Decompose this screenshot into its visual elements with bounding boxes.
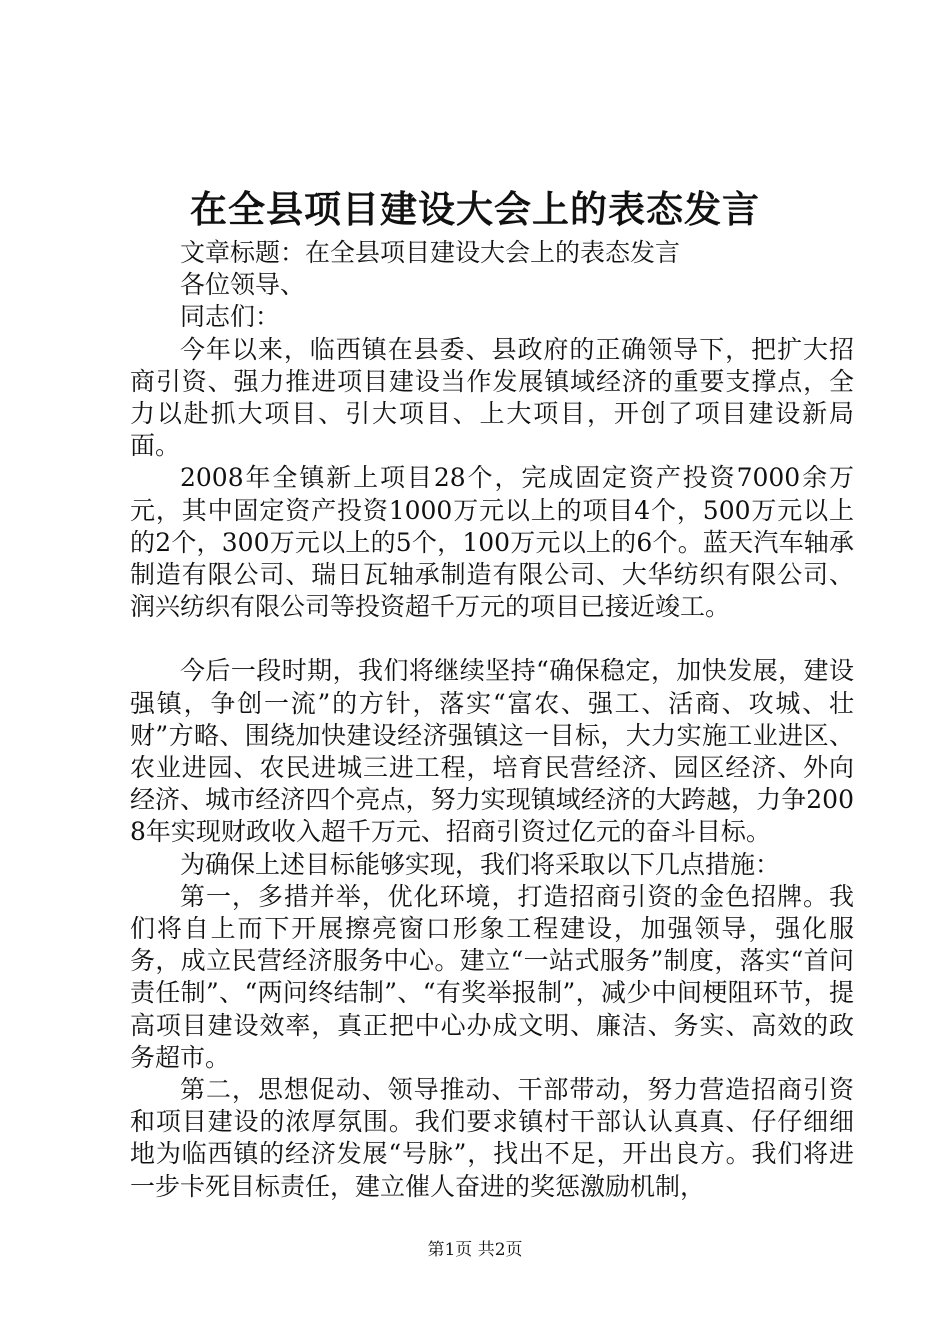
- document-title: 在全县项目建设大会上的表态发言: [190, 187, 760, 231]
- paragraph-future-plan: 今后一段时期，我们将继续坚持“确保稳定，加快发展，建设强镇，争创一流”的方针，落实“富农、强工、活商、攻城、壮财”方略、围绕加快建设经济强镇这一目标，大力实施工业进区、农业进园、农民进城三进工程，培育民营经济、园区经济、外向经济、城市经济四个亮点，努力实现镇域经济的大跨越，力争2008年实现财政收入超千万元、招商引资过亿元的奋斗目标。: [130, 656, 854, 847]
- paragraph-measure-two: 第二，思想促动、领导推动、干部带动，努力营造招商引资和项目建设的浓厚氛围。我们要求镇村干部认认真真、仔仔细细地为临西镇的经济发展“号脉”，找出不足，开出良方。我们将进一步卡死目标责任，建立催人奋进的奖惩激励机制，: [130, 1075, 854, 1201]
- paragraph-article-title: 文章标题：在全县项目建设大会上的表态发言: [180, 238, 681, 267]
- paragraph-intro: 今年以来，临西镇在县委、县政府的正确领导下，把扩大招商引资、强力推进项目建设当作发展镇域经济的重要支撑点，全力以赴抓大项目、引大项目、上大项目，开创了项目建设新局面。: [130, 334, 854, 461]
- paragraph-measures-intro: 为确保上述目标能够实现，我们将采取以下几点措施：: [180, 849, 781, 879]
- document-body: [130, 237, 854, 1203]
- paragraph-2008-results: 2008年全镇新上项目28个，完成固定资产投资7000余万元，其中固定资产投资1000万元以上的项目4个，500万元以上的2个，300万元以上的5个，100万元以上的6个。蓝天汽车轴承制造有限公司、瑞日瓦轴承制造有限公司、大华纺织有限公司、润兴纺织有限公司等投资超千万元的项目已接近竣工。: [130, 463, 854, 622]
- paragraph-salutation-leaders: 各位领导、: [180, 270, 306, 300]
- paragraph-salutation-comrades: 同志们：: [180, 302, 281, 332]
- paragraph-measure-one: 第一，多措并举，优化环境，打造招商引资的金色招牌。我们将自上而下开展擦亮窗口形象工程建设，加强领导，强化服务，成立民营经济服务中心。建立“一站式服务”制度，落实“首问责任制”、“两问终结制”、“有奖举报制”，减少中间梗阻环节，提高项目建设效率，真正把中心办成文明、廉洁、务实、高效的政务超市。: [130, 881, 854, 1072]
- page-number-footer: 第1页 共2页: [427, 1240, 523, 1260]
